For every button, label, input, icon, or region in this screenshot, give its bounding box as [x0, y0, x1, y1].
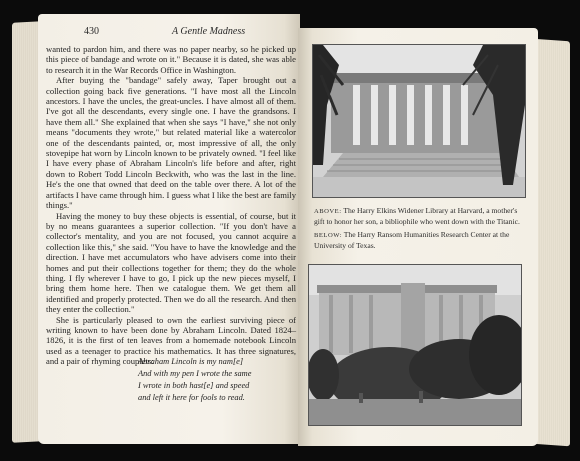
poem-line: Abraham Lincoln is my nam[e]: [138, 357, 244, 366]
widener-library-photo: [312, 44, 526, 198]
running-head: [84, 26, 324, 40]
caption-top-label: ABOVE:: [314, 208, 342, 215]
paragraph-2: After buying the "bandage" safely away, Taper brought out a collection going back five generations. "I have most all the Lincoln ancestors. I have the uncles, the great-uncles. I have almost all of them. I've got all the descendants, every single one. I have the grandsons. I have them all." She explained that when she says "I have," she not only means "documents they wrote," but related material like a watercolor one of the descendants painted, or, most impressive of all, the only stovepipe hat worn by Lincoln known to be privately owned. "I feel like I have every phase of Abraham Lincoln's life before and after, right down to Robert Todd Lincoln Beckwith, who was the last in the line. He's the one that owned that deed on the table over there. A lot of the artifacts I have came through him. I guess what I like the best are family things.": [46, 75, 296, 211]
caption-bottom-label: BELOW:: [314, 232, 343, 240]
caption-top-text: The Harry Elkins Widener Library at Harvard, a mother's gift to honor her son, a bibliophile who went down with the Titanic.: [314, 206, 520, 226]
left-page: [38, 14, 300, 444]
poem-line: And with my pen I wrote the same: [138, 369, 252, 378]
photo-captions: [314, 206, 528, 254]
page-number: 430: [84, 26, 99, 37]
running-title: A Gentle Madness: [172, 26, 246, 37]
paragraph-3: Having the money to buy these objects is essential, of course, but it by no means guarantees a superior collection. "If you don't have a collector's mentality, and you are not focused, you cannot acquire a collection like this," she said. "You have to have the knowledge and the direction. I have met accumulators who have advisers come into their homes and put their collections together for them; they do the whole thing. I fly wherever I have to go, I pick up the new pieces myself, I bring them home here. Then we catalogue them. We get them all identified and properly protected. Then we do all the research. And then they enter the collection.": [46, 210, 296, 315]
caption-bottom: [314, 230, 528, 250]
poem-line: and left it here for fools to read.: [138, 393, 245, 402]
body-text: [46, 44, 296, 367]
ransom-center-photo: [308, 264, 522, 426]
poem-line: I wrote in both hast[e] and speed: [138, 381, 250, 390]
paragraph-4: She is particularly pleased to own the earliest surviving piece of writing known to have been done by Abraham Lincoln. Dated 1824–1826, it is the first of ten leaves from a homemade notebook Lincoln used as a teenager to practice his mathematics. It has three signatures, and a pair of rhyming couplets:: [46, 314, 296, 367]
paragraph-1: wanted to pardon him, and there was no paper nearby, so he picked up this piece of bandage and wrote on it." Because it is dated, she was able to research it in the War Records Office in Washington.: [46, 44, 296, 75]
caption-bottom-text: The Harry Ransom Humanities Research Center at the University of Texas.: [314, 230, 510, 250]
poem: [138, 356, 288, 404]
caption-top: [314, 206, 528, 226]
